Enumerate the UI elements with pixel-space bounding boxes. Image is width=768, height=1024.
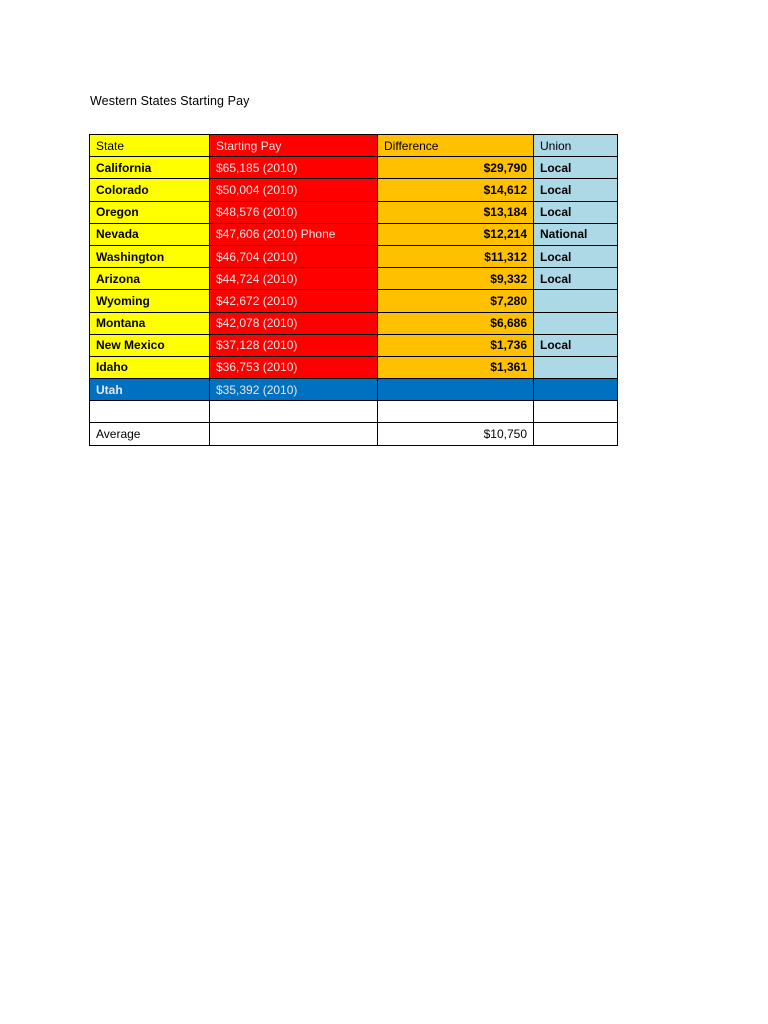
table-row (90, 245, 618, 267)
pay-table (89, 134, 618, 446)
sheet-title: Western States Starting Pay (90, 94, 250, 108)
blank-cell (378, 401, 534, 423)
state-cell: Oregon (90, 201, 210, 223)
difference-cell: $9,332 (378, 268, 534, 290)
union-cell-utah (534, 379, 618, 401)
header-union: Union (534, 135, 618, 157)
union-cell: Local (534, 245, 618, 267)
difference-cell: $14,612 (378, 179, 534, 201)
utah-row (90, 379, 618, 401)
union-cell: Local (534, 334, 618, 356)
average-label: Average (90, 423, 210, 445)
table-row (90, 223, 618, 245)
header-starting-pay: Starting Pay (210, 135, 378, 157)
state-cell: Washington (90, 245, 210, 267)
state-cell: Wyoming (90, 290, 210, 312)
union-cell: Local (534, 179, 618, 201)
pay-cell: $44,724 (2010) (210, 268, 378, 290)
pay-cell: $36,753 (2010) (210, 356, 378, 378)
blank-cell (534, 401, 618, 423)
header-state: State (90, 135, 210, 157)
average-pay-cell (210, 423, 378, 445)
blank-cell (90, 401, 210, 423)
state-cell: Montana (90, 312, 210, 334)
state-cell: Idaho (90, 356, 210, 378)
union-cell (534, 290, 618, 312)
state-cell: Nevada (90, 223, 210, 245)
union-cell: Local (534, 157, 618, 179)
difference-cell-utah (378, 379, 534, 401)
pay-cell: $50,004 (2010) (210, 179, 378, 201)
pay-cell: $47,606 (2010) Phone (210, 223, 378, 245)
table-row (90, 268, 618, 290)
header-row (90, 135, 618, 157)
table-row (90, 201, 618, 223)
state-cell: Arizona (90, 268, 210, 290)
difference-cell: $1,736 (378, 334, 534, 356)
union-cell: Local (534, 201, 618, 223)
table-row (90, 356, 618, 378)
table-row (90, 290, 618, 312)
difference-cell: $11,312 (378, 245, 534, 267)
state-cell: New Mexico (90, 334, 210, 356)
pay-cell: $65,185 (2010) (210, 157, 378, 179)
average-union-cell (534, 423, 618, 445)
pay-cell: $48,576 (2010) (210, 201, 378, 223)
state-cell-utah: Utah (90, 379, 210, 401)
difference-cell: $6,686 (378, 312, 534, 334)
difference-cell: $7,280 (378, 290, 534, 312)
union-cell (534, 312, 618, 334)
pay-cell: $46,704 (2010) (210, 245, 378, 267)
average-row (90, 423, 618, 445)
pay-cell-utah: $35,392 (2010) (210, 379, 378, 401)
table-row (90, 157, 618, 179)
pay-cell: $42,672 (2010) (210, 290, 378, 312)
state-cell: Colorado (90, 179, 210, 201)
blank-cell (210, 401, 378, 423)
pay-cell: $37,128 (2010) (210, 334, 378, 356)
table-row (90, 312, 618, 334)
header-difference: Difference (378, 135, 534, 157)
difference-cell: $29,790 (378, 157, 534, 179)
pay-cell: $42,078 (2010) (210, 312, 378, 334)
average-difference: $10,750 (378, 423, 534, 445)
union-cell (534, 356, 618, 378)
table-row (90, 179, 618, 201)
difference-cell: $13,184 (378, 201, 534, 223)
blank-row (90, 401, 618, 423)
difference-cell: $1,361 (378, 356, 534, 378)
table-row (90, 334, 618, 356)
difference-cell: $12,214 (378, 223, 534, 245)
union-cell: National (534, 223, 618, 245)
state-cell: California (90, 157, 210, 179)
union-cell: Local (534, 268, 618, 290)
